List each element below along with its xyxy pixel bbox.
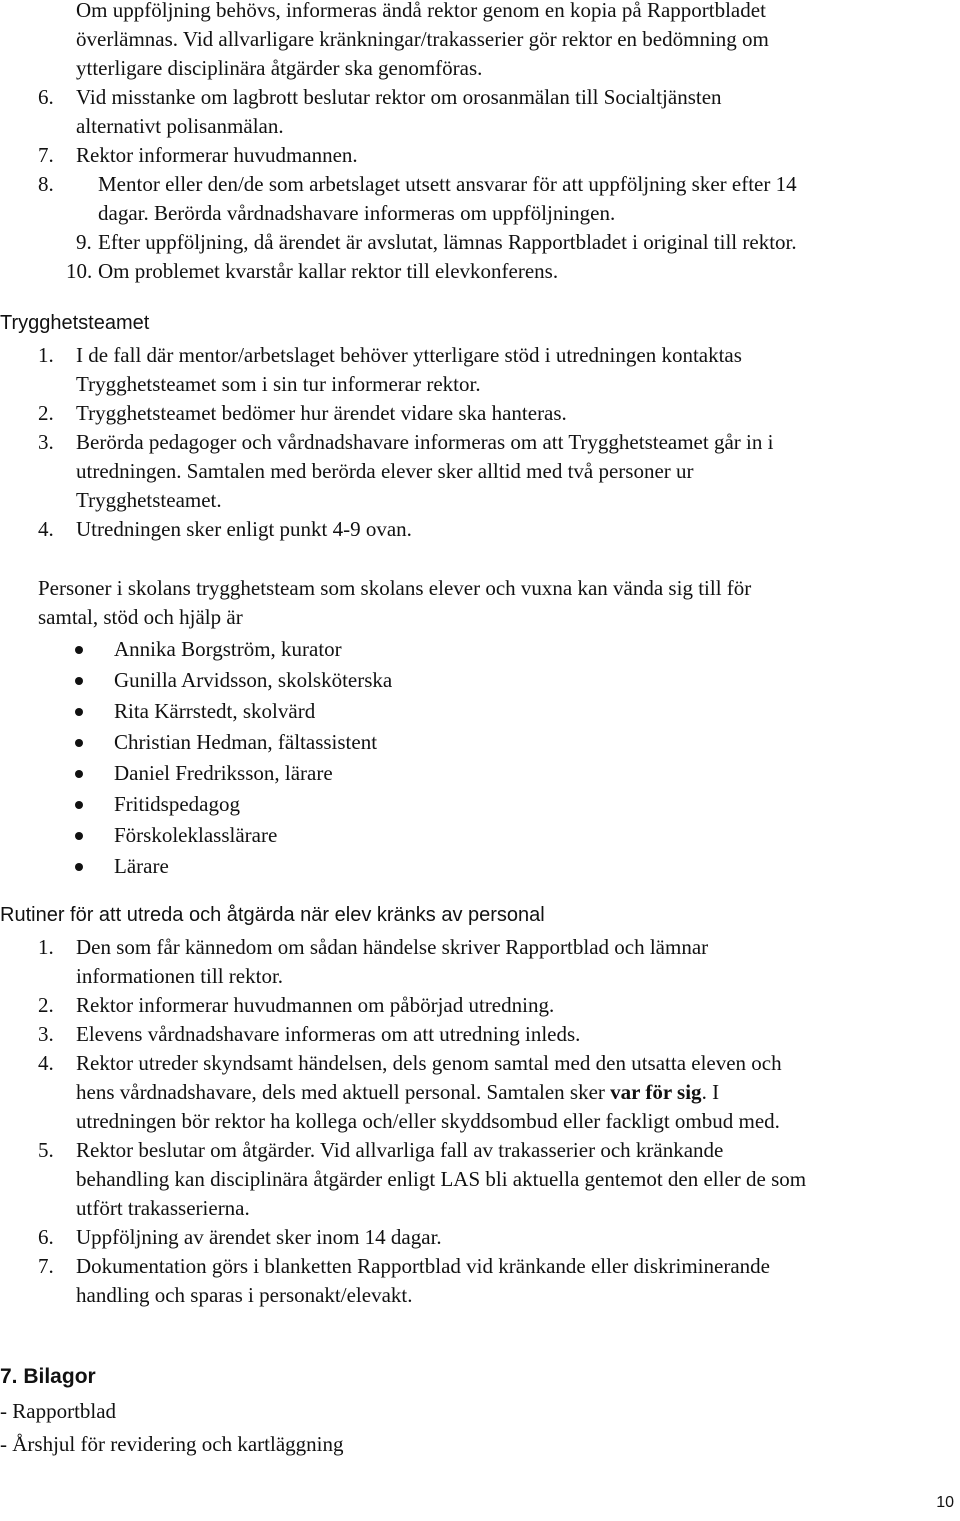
- step-text-part: hens vårdnadshavare, dels med aktuell personal. Samtalen sker: [76, 1080, 611, 1104]
- step-text: Rektor informerar huvudmannen.: [76, 143, 358, 167]
- step-number: 3.: [38, 430, 54, 454]
- rutiner-step-3: [0, 1020, 960, 1049]
- step-number: 10.: [66, 259, 93, 283]
- persons-intro-line: Personer i skolans trygghetsteam som skolans elever och vuxna kan vända sig till för: [38, 576, 752, 600]
- step-9: [0, 228, 960, 257]
- bullet-icon: [75, 832, 83, 840]
- persons-list: [0, 634, 960, 882]
- step-text: utfört trakasserierna.: [76, 1196, 250, 1220]
- step-number: 1.: [38, 343, 54, 367]
- list-item: [0, 727, 960, 758]
- rutiner-step-1: [0, 933, 960, 991]
- person-text: Rita Kärrstedt, skolvärd: [114, 699, 316, 723]
- step-text: [76, 1078, 719, 1107]
- list-item: [0, 758, 960, 789]
- step-text: behandling kan disciplinära åtgärder enligt LAS bli aktuella gentemot den eller de som: [76, 1167, 807, 1191]
- steps-top-list: [0, 83, 960, 286]
- rutiner-heading: Rutiner för att utreda och åtgärda när elev kränks av personal: [0, 904, 545, 926]
- list-item: [0, 665, 960, 696]
- step-text: Trygghetsteamet bedömer hur ärendet vidare ska hanteras.: [76, 401, 567, 425]
- list-item: [0, 820, 960, 851]
- step-number: 1.: [38, 935, 54, 959]
- step-text: I de fall där mentor/arbetslaget behöver ytterligare stöd i utredningen kontaktas: [76, 343, 742, 367]
- intro-line: överlämnas. Vid allvarligare kränkningar/trakasserier gör rektor en bedömning om: [76, 27, 769, 51]
- person-text: Fritidspedagog: [114, 792, 240, 816]
- intro-paragraph: [76, 0, 960, 83]
- step-text: Vid misstanke om lagbrott beslutar rektor om orosanmälan till Socialtjänsten: [76, 85, 722, 109]
- trygghet-step-3: [0, 428, 960, 515]
- step-text: dagar. Berörda vårdnadshavare informeras om uppföljningen.: [98, 201, 616, 225]
- step-text: informationen till rektor.: [76, 964, 284, 988]
- step-text: utredningen. Samtalen med berörda elever sker alltid med två personer ur: [76, 459, 694, 483]
- step-text: Rektor beslutar om åtgärder. Vid allvarliga fall av trakasserier och kränkande: [76, 1138, 724, 1162]
- list-item: [0, 789, 960, 820]
- rutiner-step-5: [0, 1136, 960, 1223]
- step-number: 3.: [38, 1022, 54, 1046]
- bullet-icon: [75, 646, 83, 654]
- person-text: Lärare: [114, 854, 169, 878]
- bullet-icon: [75, 770, 83, 778]
- trygghetsteamet-heading: Trygghetsteamet: [0, 312, 150, 334]
- bilagor-list: [0, 1395, 960, 1461]
- step-number: 4.: [38, 517, 54, 541]
- step-number: 2.: [38, 993, 54, 1017]
- step-6: [0, 83, 960, 141]
- step-number: 2.: [38, 401, 54, 425]
- step-number: 4.: [38, 1051, 54, 1075]
- step-text: Trygghetsteamet.: [76, 488, 222, 512]
- person-text: Christian Hedman, fältassistent: [114, 730, 378, 754]
- persons-intro: [38, 574, 960, 632]
- bullet-icon: [75, 739, 83, 747]
- step-text: utredningen bör rektor ha kollega och/eller skyddsombud eller fackligt ombud med.: [76, 1109, 780, 1133]
- step-text: Om problemet kvarstår kallar rektor till elevkonferens.: [98, 259, 559, 283]
- step-number: 5.: [38, 1138, 54, 1162]
- rutiner-step-4: [0, 1049, 960, 1136]
- step-number: 6.: [38, 85, 54, 109]
- rutiner-steps-list: [0, 933, 960, 1310]
- trygghet-step-4: [0, 515, 960, 544]
- step-text: Utredningen sker enligt punkt 4-9 ovan.: [76, 517, 412, 541]
- rutiner-step-2: [0, 991, 960, 1020]
- intro-line: ytterligare disciplinära åtgärder ska genomföras.: [76, 56, 483, 80]
- trygghet-step-1: [0, 341, 960, 399]
- step-10: [0, 257, 960, 286]
- person-text: Förskoleklasslärare: [114, 823, 278, 847]
- step-text: Trygghetsteamet som i sin tur informerar rektor.: [76, 372, 481, 396]
- step-text-part: . I: [701, 1080, 720, 1104]
- bullet-icon: [75, 863, 83, 871]
- step-8: [0, 170, 960, 228]
- step-text: Berörda pedagoger och vårdnadshavare informeras om att Trygghetsteamet går in i: [76, 430, 774, 454]
- person-text: Daniel Fredriksson, lärare: [114, 761, 333, 785]
- step-text: Rektor informerar huvudmannen om påbörjad utredning.: [76, 993, 555, 1017]
- step-text: Mentor eller den/de som arbetslaget utsett ansvarar för att uppföljning sker efter 14: [98, 172, 797, 196]
- bullet-icon: [75, 708, 83, 716]
- step-text: alternativt polisanmälan.: [76, 114, 284, 138]
- bilaga-item: - Årshjul för revidering och kartläggning: [0, 1432, 344, 1456]
- step-number: 7.: [38, 143, 54, 167]
- step-number: 7.: [38, 1254, 54, 1278]
- step-text: Rektor utreder skyndsamt händelsen, dels genom samtal med den utsatta eleven och: [76, 1051, 782, 1075]
- persons-intro-line: samtal, stöd och hjälp är: [38, 605, 243, 629]
- list-item: [0, 851, 960, 882]
- person-text: Annika Borgström, kurator: [114, 637, 342, 661]
- step-number: 9.: [76, 230, 92, 254]
- step-text: handling och sparas i personakt/elevakt.: [76, 1283, 413, 1307]
- step-text: Efter uppföljning, då ärendet är avslutat, lämnas Rapportbladet i original till rektor.: [98, 230, 797, 254]
- step-text: Uppföljning av ärendet sker inom 14 dagar.: [76, 1225, 442, 1249]
- rutiner-step-6: [0, 1223, 960, 1252]
- bilagor-heading: 7. Bilagor: [0, 1365, 96, 1388]
- intro-line: Om uppföljning behövs, informeras ändå rektor genom en kopia på Rapportbladet: [76, 0, 766, 22]
- step-number: 6.: [38, 1225, 54, 1249]
- list-item: [0, 696, 960, 727]
- step-text: Den som får kännedom om sådan händelse skriver Rapportblad och lämnar: [76, 935, 709, 959]
- step-7: [0, 141, 960, 170]
- bullet-icon: [75, 677, 83, 685]
- step-number: 8.: [38, 172, 54, 196]
- bullet-icon: [75, 801, 83, 809]
- rutiner-step-7: [0, 1252, 960, 1310]
- step-text: Elevens vårdnadshavare informeras om att utredning inleds.: [76, 1022, 581, 1046]
- trygghet-steps-list: [0, 341, 960, 544]
- emphasis-text: var för sig: [610, 1080, 702, 1104]
- person-text: Gunilla Arvidsson, skolsköterska: [114, 668, 393, 692]
- page-number: 10: [936, 1494, 954, 1511]
- trygghet-step-2: [0, 399, 960, 428]
- bilaga-item: - Rapportblad: [0, 1399, 117, 1423]
- step-text: Dokumentation görs i blanketten Rapportblad vid kränkande eller diskriminerande: [76, 1254, 770, 1278]
- list-item: [0, 634, 960, 665]
